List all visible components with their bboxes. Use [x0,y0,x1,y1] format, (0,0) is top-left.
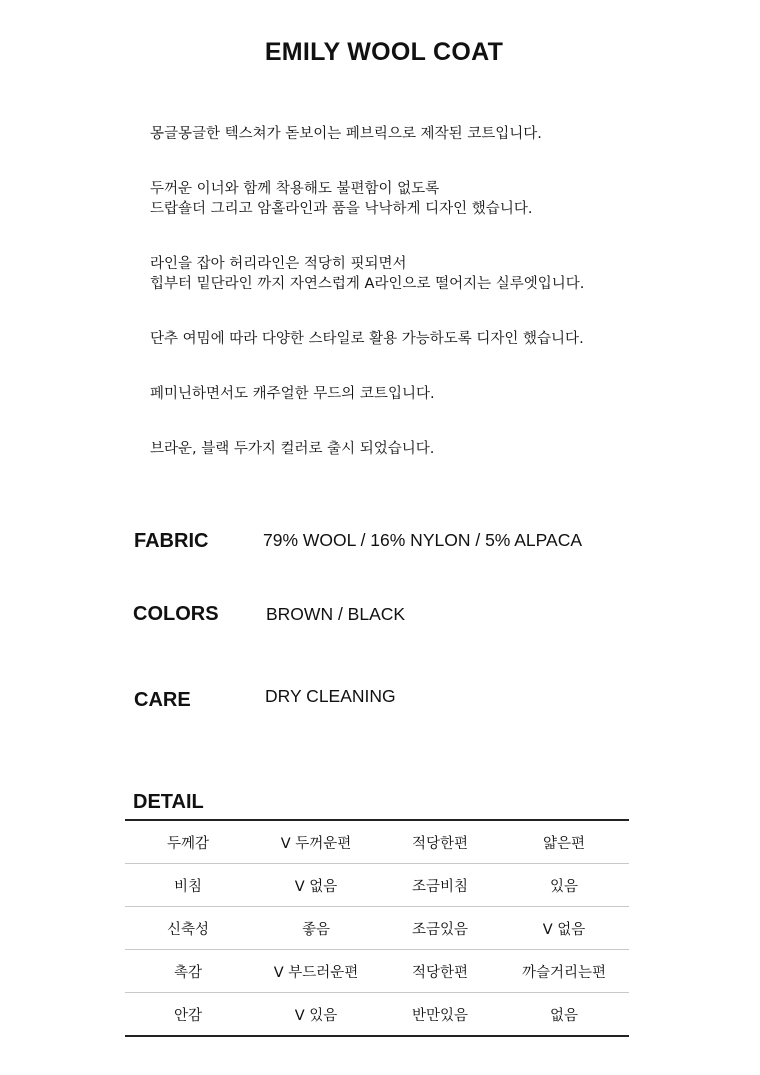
colors-label: COLORS [133,603,219,625]
description-paragraph [150,254,710,294]
description-line: 라인을 잡아 허리라인은 적당히 핏되면서 [150,256,407,272]
table-cell: V 없음 [499,907,629,950]
product-title: EMILY WOOL COAT [264,38,504,66]
description-paragraph [150,179,710,219]
table-cell: V 없음 [251,864,381,907]
table-row [125,864,629,907]
attribute-name: 비침 [125,864,251,907]
table-row [125,950,629,993]
table-row [125,820,629,864]
table-cell: 조금비침 [381,864,499,907]
table-cell: V 있음 [294,1007,338,1024]
table-cell: 반만있음 [411,1007,469,1024]
table-cell: 까슬거리는편 [499,950,629,993]
table-cell: 있음 [499,864,629,907]
table-cell: V 두꺼운편 [251,820,381,864]
attribute-name: 신축성 [125,907,251,950]
table-cell: V 부드러운편 [251,950,381,993]
table-cell: 좋음 [251,907,381,950]
table-cell: 없음 [549,1007,578,1024]
care-value: DRY CLEANING [265,686,396,706]
description-paragraph [150,384,710,404]
table-cell: 적당한편 [381,820,499,864]
table-cell: 조금있음 [381,907,499,950]
description-line: 브라운, 블랙 두가지 컬러로 출시 되었습니다. [150,441,435,457]
description-paragraph [150,329,710,349]
description-paragraph [150,439,710,459]
fabric-label: FABRIC [134,530,209,552]
care-label: CARE [134,689,191,711]
description-line: 페미닌하면서도 캐주얼한 무드의 코트입니다. [150,386,435,402]
attribute-name: 두께감 [125,820,251,864]
attribute-name: 촉감 [125,950,251,993]
table-row [125,907,629,950]
description-paragraph [150,124,710,144]
fabric-value: 79% WOOL / 16% NYLON / 5% ALPACA [263,530,583,550]
description-line: 힙부터 밑단라인 까지 자연스럽게 A라인으로 떨어지는 실루엣입니다. [150,276,585,292]
description-line: 드랍숄더 그리고 암홀라인과 품을 낙낙하게 디자인 했습니다. [150,201,533,217]
table-cell: 적당한편 [381,950,499,993]
product-description [150,124,710,494]
description-line: 몽글몽글한 텍스쳐가 돋보이는 페브릭으로 제작된 코트입니다. [150,126,542,142]
detail-table [125,819,629,1037]
detail-title: DETAIL [133,791,204,813]
colors-value: BROWN / BLACK [266,604,406,624]
description-line: 두꺼운 이너와 함께 착용해도 불편함이 없도록 [150,181,440,197]
table-cell: 얇은편 [499,820,629,864]
attribute-name: 안감 [173,1007,202,1024]
description-line: 단추 여밈에 따라 다양한 스타일로 활용 가능하도록 디자인 했습니다. [150,331,584,347]
table-row [125,993,629,1037]
